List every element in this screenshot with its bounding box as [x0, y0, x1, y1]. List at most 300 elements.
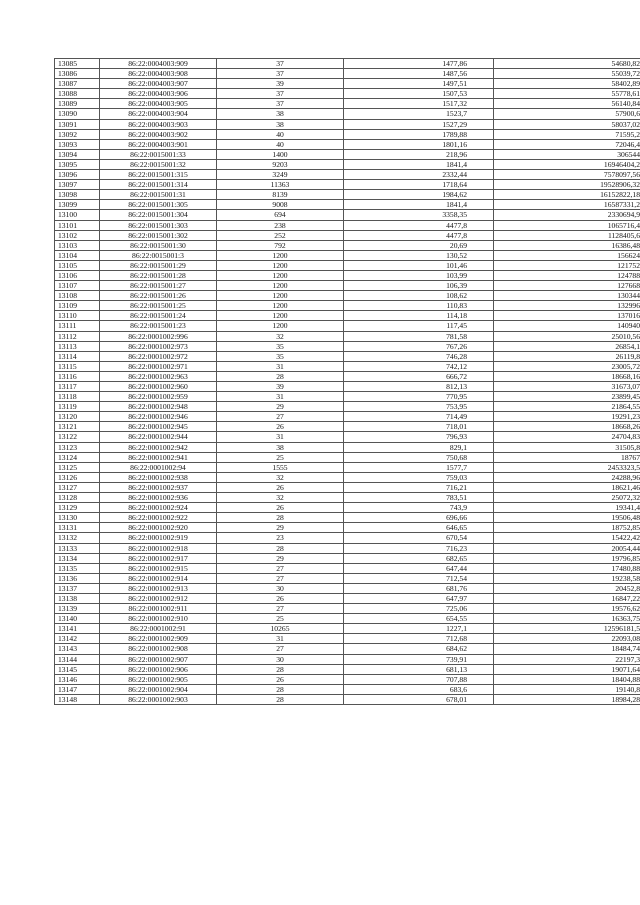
rate-cell: 1789,88 [344, 129, 494, 139]
rate-cell: 683,6 [344, 684, 494, 694]
row-number-cell: 13094 [55, 149, 100, 159]
row-number-cell: 13140 [55, 614, 100, 624]
row-number-cell: 13146 [55, 674, 100, 684]
rate-cell: 796,93 [344, 432, 494, 442]
rate-cell: 712,68 [344, 634, 494, 644]
value-cell: 16386,48 [494, 240, 640, 250]
area-cell: 9203 [217, 159, 344, 169]
cadastral-number-cell: 86:22:0015001:3 [100, 250, 217, 260]
row-number-cell: 13111 [55, 321, 100, 331]
table-row [55, 624, 640, 634]
area-cell: 26 [217, 593, 344, 603]
table-row [55, 432, 640, 442]
cadastral-number-cell: 86:22:0001002:911 [100, 604, 217, 614]
row-number-cell: 13091 [55, 119, 100, 129]
row-number-cell: 13118 [55, 392, 100, 402]
table-row [55, 533, 640, 543]
table-row [55, 109, 640, 119]
area-cell: 29 [217, 523, 344, 533]
table-row [55, 291, 640, 301]
value-cell: 71595,2 [494, 129, 640, 139]
row-number-cell: 13144 [55, 654, 100, 664]
table-row [55, 59, 640, 69]
rate-cell: 743,9 [344, 503, 494, 513]
row-number-cell: 13092 [55, 129, 100, 139]
cadastral-number-cell: 86:22:0001002:915 [100, 563, 217, 573]
area-cell: 37 [217, 99, 344, 109]
area-cell: 8139 [217, 190, 344, 200]
rate-cell: 1801,16 [344, 139, 494, 149]
table-row [55, 139, 640, 149]
value-cell: 124788 [494, 270, 640, 280]
value-cell: 16847,22 [494, 593, 640, 603]
cadastral-number-cell: 86:22:0004003:902 [100, 129, 217, 139]
value-cell: 72046,4 [494, 139, 640, 149]
area-cell: 30 [217, 654, 344, 664]
value-cell: 19506,48 [494, 513, 640, 523]
value-cell: 56140,84 [494, 99, 640, 109]
rate-cell: 1477,86 [344, 59, 494, 69]
row-number-cell: 13087 [55, 79, 100, 89]
rate-cell: 739,91 [344, 654, 494, 664]
value-cell: 19291,23 [494, 412, 640, 422]
value-cell: 58037,02 [494, 119, 640, 129]
value-cell: 19140,8 [494, 684, 640, 694]
cadastral-number-cell: 86:22:0015001:26 [100, 291, 217, 301]
area-cell: 28 [217, 684, 344, 694]
rate-cell: 742,12 [344, 361, 494, 371]
rate-cell: 1841,4 [344, 200, 494, 210]
table-row [55, 89, 640, 99]
row-number-cell: 13128 [55, 493, 100, 503]
area-cell: 1200 [217, 250, 344, 260]
row-number-cell: 13134 [55, 553, 100, 563]
row-number-cell: 13085 [55, 59, 100, 69]
cadastral-number-cell: 86:22:0015001:31 [100, 190, 217, 200]
value-cell: 55778,61 [494, 89, 640, 99]
row-number-cell: 13097 [55, 180, 100, 190]
table-row [55, 472, 640, 482]
value-cell: 23899,45 [494, 392, 640, 402]
cadastral-number-cell: 86:22:0001002:936 [100, 493, 217, 503]
row-number-cell: 13135 [55, 563, 100, 573]
table-row [55, 412, 640, 422]
value-cell: 18752,85 [494, 523, 640, 533]
value-cell: 18404,88 [494, 674, 640, 684]
row-number-cell: 13103 [55, 240, 100, 250]
area-cell: 32 [217, 493, 344, 503]
cadastral-number-cell: 86:22:0001002:945 [100, 422, 217, 432]
cadastral-number-cell: 86:22:0015001:302 [100, 230, 217, 240]
cadastral-number-cell: 86:22:0001002:946 [100, 412, 217, 422]
area-cell: 39 [217, 79, 344, 89]
value-cell: 58402,89 [494, 79, 640, 89]
area-cell: 35 [217, 341, 344, 351]
row-number-cell: 13121 [55, 422, 100, 432]
table-row [55, 694, 640, 704]
cadastral-number-cell: 86:22:0001002:907 [100, 654, 217, 664]
cadastral-number-cell: 86:22:0001002:996 [100, 331, 217, 341]
cadastral-number-cell: 86:22:0001002:904 [100, 684, 217, 694]
rate-cell: 1507,53 [344, 89, 494, 99]
area-cell: 32 [217, 331, 344, 341]
row-number-cell: 13110 [55, 311, 100, 321]
value-cell: 127668 [494, 281, 640, 291]
row-number-cell: 13095 [55, 159, 100, 169]
table-row [55, 664, 640, 674]
rate-cell: 718,01 [344, 422, 494, 432]
table-row [55, 170, 640, 180]
area-cell: 28 [217, 664, 344, 674]
row-number-cell: 13147 [55, 684, 100, 694]
value-cell: 1065716,4 [494, 220, 640, 230]
value-cell: 26119,8 [494, 351, 640, 361]
table-row [55, 392, 640, 402]
row-number-cell: 13127 [55, 482, 100, 492]
rate-cell: 716,23 [344, 543, 494, 553]
value-cell: 156624 [494, 250, 640, 260]
value-cell: 18668,16 [494, 371, 640, 381]
table-row [55, 301, 640, 311]
value-cell: 137016 [494, 311, 640, 321]
cadastral-number-cell: 86:22:0001002:91 [100, 624, 217, 634]
table-row [55, 452, 640, 462]
value-cell: 130344 [494, 291, 640, 301]
value-cell: 7578097,56 [494, 170, 640, 180]
value-cell: 18984,28 [494, 694, 640, 704]
table-row [55, 69, 640, 79]
rate-cell: 110,83 [344, 301, 494, 311]
value-cell: 21864,55 [494, 402, 640, 412]
value-cell: 132996 [494, 301, 640, 311]
rate-cell: 646,65 [344, 523, 494, 533]
table-row [55, 270, 640, 280]
area-cell: 38 [217, 442, 344, 452]
row-number-cell: 13115 [55, 361, 100, 371]
value-cell: 17480,88 [494, 563, 640, 573]
cadastral-number-cell: 86:22:0015001:304 [100, 210, 217, 220]
cadastral-number-cell: 86:22:0001002:938 [100, 472, 217, 482]
value-cell: 15422,42 [494, 533, 640, 543]
row-number-cell: 13123 [55, 442, 100, 452]
cadastral-number-cell: 86:22:0001002:942 [100, 442, 217, 452]
area-cell: 27 [217, 573, 344, 583]
area-cell: 39 [217, 382, 344, 392]
cadastral-number-cell: 86:22:0015001:27 [100, 281, 217, 291]
area-cell: 29 [217, 553, 344, 563]
row-number-cell: 13106 [55, 270, 100, 280]
area-cell: 1200 [217, 301, 344, 311]
rate-cell: 106,39 [344, 281, 494, 291]
value-cell: 31505,8 [494, 442, 640, 452]
cadastral-number-cell: 86:22:0001002:912 [100, 593, 217, 603]
row-number-cell: 13104 [55, 250, 100, 260]
row-number-cell: 13120 [55, 412, 100, 422]
area-cell: 28 [217, 371, 344, 381]
row-number-cell: 13090 [55, 109, 100, 119]
rate-cell: 678,01 [344, 694, 494, 704]
area-cell: 35 [217, 351, 344, 361]
rate-cell: 682,65 [344, 553, 494, 563]
table-row [55, 563, 640, 573]
value-cell: 1128405,6 [494, 230, 640, 240]
value-cell: 121752 [494, 260, 640, 270]
row-number-cell: 13122 [55, 432, 100, 442]
cadastral-table [54, 58, 640, 705]
cadastral-number-cell: 86:22:0001002:918 [100, 543, 217, 553]
area-cell: 28 [217, 513, 344, 523]
rate-cell: 681,76 [344, 583, 494, 593]
cadastral-number-cell: 86:22:0001002:963 [100, 371, 217, 381]
cadastral-number-cell: 86:22:0015001:305 [100, 200, 217, 210]
cadastral-number-cell: 86:22:0015001:33 [100, 149, 217, 159]
area-cell: 38 [217, 109, 344, 119]
value-cell: 16587331,2 [494, 200, 640, 210]
row-number-cell: 13132 [55, 533, 100, 543]
table-row [55, 311, 640, 321]
area-cell: 1400 [217, 149, 344, 159]
row-number-cell: 13098 [55, 190, 100, 200]
rate-cell: 20,69 [344, 240, 494, 250]
rate-cell: 4477,8 [344, 230, 494, 240]
area-cell: 25 [217, 614, 344, 624]
table-row [55, 331, 640, 341]
cadastral-number-cell: 86:22:0001002:959 [100, 392, 217, 402]
table-row [55, 200, 640, 210]
rate-cell: 647,97 [344, 593, 494, 603]
table-row [55, 99, 640, 109]
value-cell: 24704,83 [494, 432, 640, 442]
row-number-cell: 13112 [55, 331, 100, 341]
table-row [55, 654, 640, 664]
row-number-cell: 13119 [55, 402, 100, 412]
rate-cell: 218,96 [344, 149, 494, 159]
rate-cell: 117,45 [344, 321, 494, 331]
row-number-cell: 13145 [55, 664, 100, 674]
rate-cell: 681,13 [344, 664, 494, 674]
area-cell: 252 [217, 230, 344, 240]
table-row [55, 260, 640, 270]
area-cell: 38 [217, 119, 344, 129]
rate-cell: 101,46 [344, 260, 494, 270]
row-number-cell: 13101 [55, 220, 100, 230]
area-cell: 31 [217, 361, 344, 371]
rate-cell: 1523,7 [344, 109, 494, 119]
value-cell: 16946404,2 [494, 159, 640, 169]
value-cell: 18668,26 [494, 422, 640, 432]
value-cell: 57900,6 [494, 109, 640, 119]
cadastral-number-cell: 86:22:0001002:924 [100, 503, 217, 513]
rate-cell: 1718,64 [344, 180, 494, 190]
table-row [55, 593, 640, 603]
area-cell: 3249 [217, 170, 344, 180]
area-cell: 1200 [217, 281, 344, 291]
rate-cell: 1984,62 [344, 190, 494, 200]
rate-cell: 770,95 [344, 392, 494, 402]
row-number-cell: 13096 [55, 170, 100, 180]
table-row [55, 240, 640, 250]
value-cell: 54680,82 [494, 59, 640, 69]
table-row [55, 523, 640, 533]
rate-cell: 712,54 [344, 573, 494, 583]
value-cell: 24288,96 [494, 472, 640, 482]
cadastral-number-cell: 86:22:0015001:30 [100, 240, 217, 250]
rate-cell: 812,13 [344, 382, 494, 392]
value-cell: 18767 [494, 452, 640, 462]
cadastral-number-cell: 86:22:0004003:909 [100, 59, 217, 69]
area-cell: 30 [217, 583, 344, 593]
value-cell: 23005,72 [494, 361, 640, 371]
row-number-cell: 13105 [55, 260, 100, 270]
row-number-cell: 13142 [55, 634, 100, 644]
area-cell: 29 [217, 402, 344, 412]
cadastral-number-cell: 86:22:0001002:903 [100, 694, 217, 704]
cadastral-number-cell: 86:22:0001002:922 [100, 513, 217, 523]
value-cell: 16363,75 [494, 614, 640, 624]
area-cell: 28 [217, 543, 344, 553]
area-cell: 792 [217, 240, 344, 250]
area-cell: 1555 [217, 462, 344, 472]
row-number-cell: 13143 [55, 644, 100, 654]
cadastral-number-cell: 86:22:0001002:909 [100, 634, 217, 644]
value-cell: 19071,64 [494, 664, 640, 674]
table-row [55, 79, 640, 89]
cadastral-number-cell: 86:22:0001002:941 [100, 452, 217, 462]
table-row [55, 190, 640, 200]
row-number-cell: 13116 [55, 371, 100, 381]
cadastral-number-cell: 86:22:0004003:903 [100, 119, 217, 129]
area-cell: 40 [217, 129, 344, 139]
value-cell: 12596181,5 [494, 624, 640, 634]
cadastral-number-cell: 86:22:0001002:917 [100, 553, 217, 563]
cadastral-number-cell: 86:22:0001002:905 [100, 674, 217, 684]
value-cell: 22093,08 [494, 634, 640, 644]
area-cell: 26 [217, 674, 344, 684]
rate-cell: 783,51 [344, 493, 494, 503]
row-number-cell: 13137 [55, 583, 100, 593]
rate-cell: 829,1 [344, 442, 494, 452]
table-row [55, 442, 640, 452]
row-number-cell: 13125 [55, 462, 100, 472]
value-cell: 25010,56 [494, 331, 640, 341]
area-cell: 23 [217, 533, 344, 543]
area-cell: 26 [217, 482, 344, 492]
cadastral-number-cell: 86:22:0001002:913 [100, 583, 217, 593]
table-row [55, 371, 640, 381]
cadastral-number-cell: 86:22:0004003:906 [100, 89, 217, 99]
row-number-cell: 13117 [55, 382, 100, 392]
row-number-cell: 13131 [55, 523, 100, 533]
table-row [55, 573, 640, 583]
row-number-cell: 13107 [55, 281, 100, 291]
rate-cell: 130,52 [344, 250, 494, 260]
rate-cell: 753,95 [344, 402, 494, 412]
cadastral-number-cell: 86:22:0004003:907 [100, 79, 217, 89]
rate-cell: 1227,1 [344, 624, 494, 634]
table-row [55, 614, 640, 624]
row-number-cell: 13126 [55, 472, 100, 482]
table-row [55, 281, 640, 291]
value-cell: 26854,1 [494, 341, 640, 351]
table-row [55, 351, 640, 361]
value-cell: 31673,07 [494, 382, 640, 392]
table-row [55, 382, 640, 392]
area-cell: 9008 [217, 200, 344, 210]
value-cell: 19238,58 [494, 573, 640, 583]
cadastral-number-cell: 86:22:0004003:905 [100, 99, 217, 109]
area-cell: 694 [217, 210, 344, 220]
row-number-cell: 13099 [55, 200, 100, 210]
table-row [55, 129, 640, 139]
table-row [55, 604, 640, 614]
cadastral-number-cell: 86:22:0001002:910 [100, 614, 217, 624]
area-cell: 37 [217, 59, 344, 69]
area-cell: 238 [217, 220, 344, 230]
row-number-cell: 13102 [55, 230, 100, 240]
value-cell: 16152822,18 [494, 190, 640, 200]
cadastral-number-cell: 86:22:0004003:908 [100, 69, 217, 79]
table-row [55, 674, 640, 684]
cadastral-number-cell: 86:22:0004003:904 [100, 109, 217, 119]
rate-cell: 759,03 [344, 472, 494, 482]
value-cell: 2330694,9 [494, 210, 640, 220]
table-row [55, 220, 640, 230]
row-number-cell: 13093 [55, 139, 100, 149]
area-cell: 10265 [217, 624, 344, 634]
cadastral-number-cell: 86:22:0015001:28 [100, 270, 217, 280]
value-cell: 18621,46 [494, 482, 640, 492]
table-row [55, 180, 640, 190]
row-number-cell: 13086 [55, 69, 100, 79]
area-cell: 27 [217, 604, 344, 614]
cadastral-number-cell: 86:22:0015001:315 [100, 170, 217, 180]
cadastral-number-cell: 86:22:0001002:906 [100, 664, 217, 674]
cadastral-number-cell: 86:22:0001002:914 [100, 573, 217, 583]
table-row [55, 684, 640, 694]
area-cell: 11363 [217, 180, 344, 190]
value-cell: 19576,62 [494, 604, 640, 614]
cadastral-number-cell: 86:22:0001002:937 [100, 482, 217, 492]
row-number-cell: 13108 [55, 291, 100, 301]
area-cell: 28 [217, 694, 344, 704]
table-row [55, 634, 640, 644]
rate-cell: 696,66 [344, 513, 494, 523]
cadastral-number-cell: 86:22:0001002:973 [100, 341, 217, 351]
rate-cell: 714,49 [344, 412, 494, 422]
table-row [55, 543, 640, 553]
row-number-cell: 13148 [55, 694, 100, 704]
table-row [55, 210, 640, 220]
table-row [55, 230, 640, 240]
document-page [54, 58, 640, 705]
cadastral-number-cell: 86:22:0001002:908 [100, 644, 217, 654]
table-body [55, 59, 640, 705]
cadastral-number-cell: 86:22:0001002:94 [100, 462, 217, 472]
area-cell: 27 [217, 563, 344, 573]
rate-cell: 746,28 [344, 351, 494, 361]
rate-cell: 670,54 [344, 533, 494, 543]
area-cell: 32 [217, 472, 344, 482]
cadastral-number-cell: 86:22:0015001:303 [100, 220, 217, 230]
row-number-cell: 13113 [55, 341, 100, 351]
cadastral-number-cell: 86:22:0001002:920 [100, 523, 217, 533]
rate-cell: 647,44 [344, 563, 494, 573]
table-row [55, 462, 640, 472]
area-cell: 26 [217, 503, 344, 513]
value-cell: 20054,44 [494, 543, 640, 553]
value-cell: 19528906,32 [494, 180, 640, 190]
area-cell: 27 [217, 412, 344, 422]
